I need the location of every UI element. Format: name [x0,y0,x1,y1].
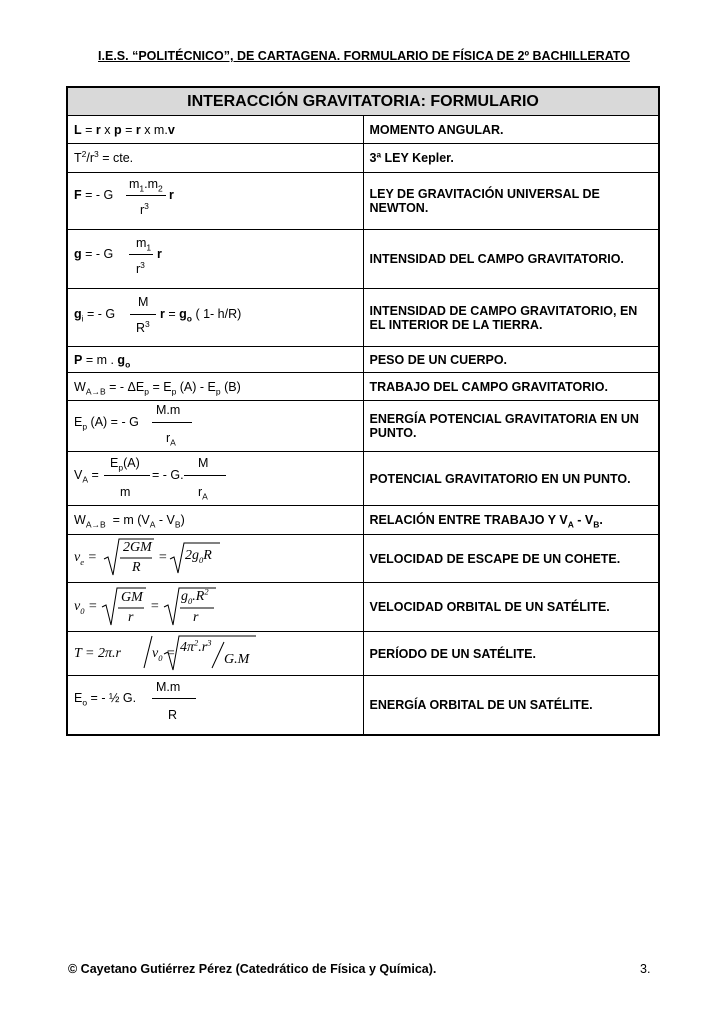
desc-periodo: PERÍODO DE UN SATÉLITE. [363,632,659,676]
formula-intensidad: $m_1$ g = - G r $r^3$ [67,230,363,289]
table-row [67,506,659,535]
formula-trabajo: $W_{A\to B}$ = - $\Delta E_p = E_p$ $(A) - E_p$ (B) [67,373,363,401]
formula-interior: M $g_i$ = - G $r = g_o$ ( 1- h/R) $R^3$ [67,289,363,347]
desc-relacion: RELACIÓN ENTRE TRABAJO Y $V_A - V_B$. [363,506,659,535]
table-row [67,144,659,173]
formula-newton: $m_1.m_2$ F = - G r $r^3$ [67,173,363,230]
formula-orbital: $v_0$ = GM r = $g_0.R^2$ r [67,583,363,632]
formula-kepler: $T^2/r^3$ = cte. [67,144,363,173]
formula-periodo: T = 2π.r $v_0$ = $4\pi^2.r^3$ G.M [67,632,363,676]
sqrt-sign [74,535,274,582]
sqrt-sign [74,583,274,631]
table-row [67,535,659,583]
desc-trabajo: TRABAJO DEL CAMPO GRAVITATORIO. [363,373,659,401]
desc-potencial: POTENCIAL GRAVITATORIO EN UN PUNTO. [363,452,659,506]
table-row [67,116,659,144]
desc-newton: LEY DE GRAVITACIÓN UNIVERSAL DE NEWTON. [363,173,659,230]
formula-energia-potencial: M.m $E_p$ (A) = - G $r_A$ [67,401,363,452]
desc-orbital: VELOCIDAD ORBITAL DE UN SATÉLITE. [363,583,659,632]
formula-peso: P = m . $g_o$ [67,347,363,373]
desc-intensidad: INTENSIDAD DEL CAMPO GRAVITATORIO. [363,230,659,289]
desc-interior: INTENSIDAD DE CAMPO GRAVITATORIO, EN EL INTERIOR DE LA TIERRA. [363,289,659,347]
table-row [67,347,659,373]
table-row [67,289,659,347]
formula-energia-orbital: M.m $E_o$ = - ½ G. R [67,676,363,736]
table-title: INTERACCIÓN GRAVITATORIA: FORMULARIO [67,87,659,116]
desc-escape: VELOCIDAD DE ESCAPE DE UN COHETE. [363,535,659,583]
table-row [67,373,659,401]
formula-momento-angular: L = r x p = r x m.v [67,116,363,144]
document-header: I.E.S. “POLITÉCNICO”, DE CARTAGENA. FORMULARIO DE FÍSICA DE 2º BACHILLERATO [98,49,630,63]
table-row [67,173,659,230]
formula-potencial: $E_p(A)$ M $V_A$ = = - G. m $r_A$ [67,452,363,506]
formula-escape: $v_e$ = 2GM R = $2g_0R$ [67,535,363,583]
desc-kepler: 3ª LEY Kepler. [363,144,659,173]
table-row [67,401,659,452]
desc-energia-orbital: ENERGÍA ORBITAL DE UN SATÉLITE. [363,676,659,736]
table-row [67,452,659,506]
table-row [67,632,659,676]
table-row [67,230,659,289]
desc-energia-potencial: ENERGÍA POTENCIAL GRAVITATORIA EN UN PUNTO. [363,401,659,452]
formula-table [66,86,660,736]
table-row [67,676,659,736]
page-number: 3. [640,962,651,976]
formula-relacion: $W_{A\to B} = m$ $(V_A - V_B)$ [67,506,363,535]
desc-peso: PESO DE UN CUERPO. [363,347,659,373]
desc-momento-angular: MOMENTO ANGULAR. [363,116,659,144]
footer-author: © Cayetano Gutiérrez Pérez (Catedrático de Física y Química). [68,962,437,976]
table-row [67,583,659,632]
